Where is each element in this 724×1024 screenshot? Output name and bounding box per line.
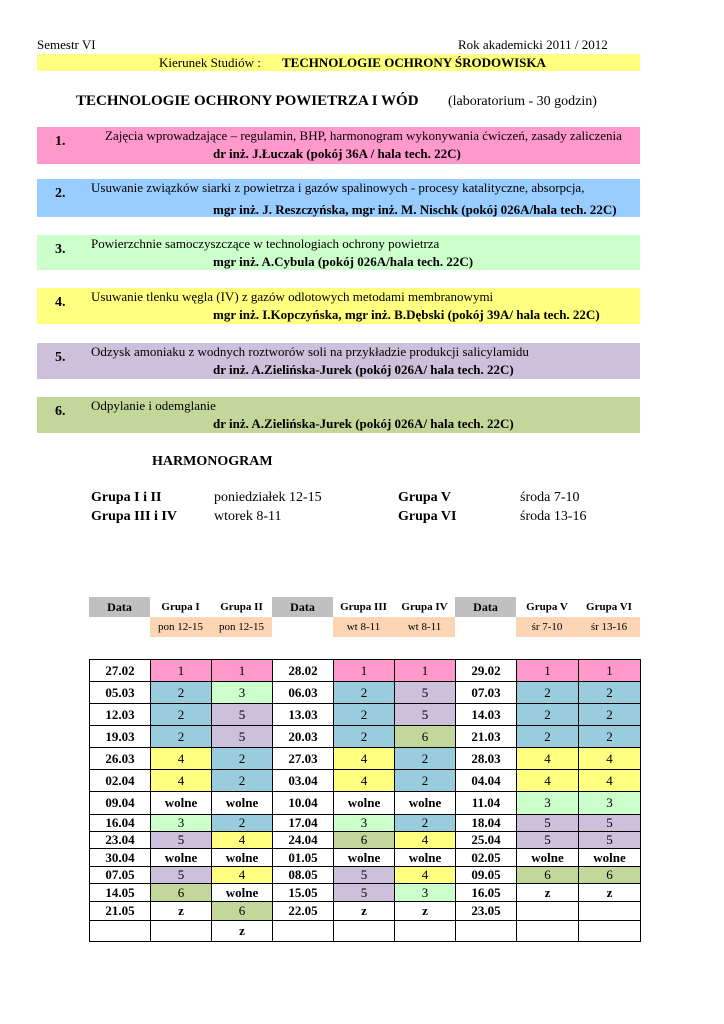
schedule-cell: z xyxy=(517,884,579,902)
schedule-cell: 2 xyxy=(395,748,456,770)
schedule-cell: 5 xyxy=(579,832,641,849)
schedule-cell: wolne xyxy=(579,849,641,867)
course-subtitle: (laboratorium - 30 godzin) xyxy=(448,94,597,109)
schedule-cell: 2 xyxy=(517,682,579,704)
schedule-date: 27.02 xyxy=(90,660,151,682)
schedule-cell: 1 xyxy=(517,660,579,682)
schedule-date: 11.04 xyxy=(456,792,517,815)
legend-group: Grupa VI xyxy=(586,601,632,613)
legend-group: Grupa V xyxy=(526,601,568,613)
schedule-cell: 2 xyxy=(334,726,395,748)
schedule-date: 28.03 xyxy=(456,748,517,770)
schedule-date: 26.03 xyxy=(90,748,151,770)
group-name: Grupa V xyxy=(398,490,452,505)
schedule-cell: 6 xyxy=(579,867,641,884)
schedule-date: 04.04 xyxy=(456,770,517,792)
harmonogram-title: HARMONOGRAM xyxy=(152,454,273,469)
schedule-date: 16.05 xyxy=(456,884,517,902)
schedule-date: 23.05 xyxy=(456,902,517,921)
schedule-cell: 2 xyxy=(334,682,395,704)
schedule-date: 10.04 xyxy=(273,792,334,815)
schedule-date xyxy=(456,921,517,942)
schedule-cell: 1 xyxy=(151,660,212,682)
schedule-cell: z xyxy=(579,884,641,902)
schedule-cell: 5 xyxy=(334,884,395,902)
legend-data-header: Data xyxy=(89,597,150,617)
schedule-cell: 6 xyxy=(517,867,579,884)
schedule-date: 30.04 xyxy=(90,849,151,867)
schedule-cell: wolne xyxy=(517,849,579,867)
schedule-date: 07.05 xyxy=(90,867,151,884)
schedule-date: 25.04 xyxy=(456,832,517,849)
academic-year: Rok akademicki 2011 / 2012 xyxy=(458,37,608,52)
schedule-cell xyxy=(151,921,212,942)
schedule-cell: 2 xyxy=(395,815,456,832)
field-of-study-bar xyxy=(37,54,640,71)
legend-empty xyxy=(89,617,150,637)
schedule-date: 29.02 xyxy=(456,660,517,682)
schedule-date: 21.05 xyxy=(90,902,151,921)
schedule-cell: 4 xyxy=(334,748,395,770)
schedule-date xyxy=(273,921,334,942)
schedule-cell xyxy=(579,921,641,942)
topic-title: Odzysk amoniaku z wodnych roztworów soli na przykładzie produkcji salicylamidu xyxy=(91,344,529,359)
schedule-cell: 4 xyxy=(395,867,456,884)
schedule-row xyxy=(90,815,641,832)
schedule-cell: 2 xyxy=(579,704,641,726)
schedule-table xyxy=(89,659,641,942)
group-time: środa 13-16 xyxy=(520,509,587,524)
topic-number: 6. xyxy=(55,404,66,419)
topic-title: Usuwanie tlenku węgla (IV) z gazów odlotowych metodami membranowymi xyxy=(91,289,494,304)
schedule-cell: 4 xyxy=(212,867,273,884)
topic-5 xyxy=(37,343,640,379)
topic-instructor: dr inż. A.Zielińska-Jurek (pokój 026A/ hala tech. 22C) xyxy=(213,362,514,377)
schedule-cell: wolne xyxy=(151,849,212,867)
schedule-cell: wolne xyxy=(212,884,273,902)
schedule-row xyxy=(90,682,641,704)
schedule-cell: 3 xyxy=(334,815,395,832)
schedule-row xyxy=(90,770,641,792)
schedule-cell: 5 xyxy=(517,832,579,849)
schedule-cell: 4 xyxy=(517,770,579,792)
schedule-cell: 2 xyxy=(579,726,641,748)
schedule-cell xyxy=(517,921,579,942)
schedule-cell: 4 xyxy=(212,832,273,849)
topic-title: Usuwanie związków siarki z powietrza i gazów spalinowych - procesy katalityczne, absorpcja, xyxy=(91,180,585,195)
schedule-cell: 2 xyxy=(517,726,579,748)
group-time: poniedziałek 12-15 xyxy=(214,490,322,505)
schedule-cell: 4 xyxy=(395,832,456,849)
schedule-date: 14.05 xyxy=(90,884,151,902)
schedule-cell: 2 xyxy=(151,704,212,726)
legend-time: pon 12-15 xyxy=(150,617,211,637)
schedule-cell: wolne xyxy=(212,849,273,867)
topic-number: 5. xyxy=(55,350,66,365)
schedule-cell: 2 xyxy=(334,704,395,726)
schedule-row xyxy=(90,660,641,682)
group-name: Grupa I i II xyxy=(91,490,162,505)
schedule-date: 20.03 xyxy=(273,726,334,748)
schedule-row xyxy=(90,867,641,884)
schedule-cell: 1 xyxy=(579,660,641,682)
schedule-date: 16.04 xyxy=(90,815,151,832)
group-time: wtorek 8-11 xyxy=(214,509,282,524)
field-of-study-value: TECHNOLOGIE OCHRONY ŚRODOWISKA xyxy=(282,55,546,70)
schedule-cell: 4 xyxy=(579,770,641,792)
group-name: Grupa VI xyxy=(398,509,457,524)
schedule-row xyxy=(90,726,641,748)
schedule-cell: 6 xyxy=(151,884,212,902)
topic-title: Zajęcia wprowadzające – regulamin, BHP, harmonogram wykonywania ćwiczeń, zasady zaliczenia xyxy=(105,128,622,143)
schedule-cell: 2 xyxy=(212,748,273,770)
schedule-row xyxy=(90,902,641,921)
schedule-cell: 4 xyxy=(517,748,579,770)
schedule-date: 05.03 xyxy=(90,682,151,704)
schedule-cell: 6 xyxy=(334,832,395,849)
legend-empty xyxy=(272,617,333,637)
topic-instructor: dr inż. A.Zielińska-Jurek (pokój 026A/ hala tech. 22C) xyxy=(213,416,514,431)
topic-instructor: dr inż. J.Łuczak (pokój 36A / hala tech. 22C) xyxy=(213,146,461,161)
schedule-cell: 5 xyxy=(517,815,579,832)
schedule-date: 18.04 xyxy=(456,815,517,832)
schedule-date: 07.03 xyxy=(456,682,517,704)
schedule-cell: 6 xyxy=(395,726,456,748)
schedule-date: 09.05 xyxy=(456,867,517,884)
schedule-row xyxy=(90,832,641,849)
schedule-row xyxy=(90,792,641,815)
topic-instructor: mgr inż. I.Kopczyńska, mgr inż. B.Dębski (pokój 39A/ hala tech. 22C) xyxy=(213,307,600,322)
schedule-cell: 2 xyxy=(517,704,579,726)
schedule-cell: wolne xyxy=(334,792,395,815)
schedule-cell: 6 xyxy=(212,902,273,921)
schedule-cell: z xyxy=(395,902,456,921)
legend-empty xyxy=(455,617,516,637)
schedule-cell: 5 xyxy=(579,815,641,832)
schedule-cell: 5 xyxy=(212,726,273,748)
schedule-cell: 2 xyxy=(212,815,273,832)
legend-header-row xyxy=(89,597,640,617)
topic-title: Powierzchnie samoczyszczące w technologiach ochrony powietrza xyxy=(91,236,440,251)
schedule-cell: wolne xyxy=(395,849,456,867)
schedule-cell: z xyxy=(151,902,212,921)
topic-instructor: mgr inż. J. Reszczyńska, mgr inż. M. Nischk (pokój 026A/hala tech. 22C) xyxy=(213,202,617,217)
schedule-cell: wolne xyxy=(151,792,212,815)
legend-group: Grupa I xyxy=(161,601,200,613)
schedule-cell: wolne xyxy=(334,849,395,867)
legend-group: Grupa III xyxy=(340,601,387,613)
legend-group: Grupa IV xyxy=(401,601,448,613)
topic-number: 1. xyxy=(55,134,66,149)
schedule-cell: z xyxy=(212,921,273,942)
legend-time: śr 7-10 xyxy=(516,617,578,637)
schedule-row xyxy=(90,849,641,867)
schedule-cell: 5 xyxy=(151,832,212,849)
schedule-cell: 2 xyxy=(151,682,212,704)
legend-time: śr 13-16 xyxy=(578,617,640,637)
schedule-cell: 5 xyxy=(395,704,456,726)
schedule-date: 02.04 xyxy=(90,770,151,792)
schedule-date: 13.03 xyxy=(273,704,334,726)
topic-title: Odpylanie i odemglanie xyxy=(91,398,216,413)
schedule-date xyxy=(90,921,151,942)
topic-instructor: mgr inż. A.Cybula (pokój 026A/hala tech. 22C) xyxy=(213,254,474,269)
schedule-cell: 5 xyxy=(212,704,273,726)
legend-data-header: Data xyxy=(272,597,333,617)
schedule-date: 21.03 xyxy=(456,726,517,748)
schedule-date: 02.05 xyxy=(456,849,517,867)
legend-time: pon 12-15 xyxy=(211,617,272,637)
schedule-cell: 2 xyxy=(395,770,456,792)
legend-group: Grupa II xyxy=(220,601,263,613)
topic-2 xyxy=(37,179,640,217)
schedule-date: 27.03 xyxy=(273,748,334,770)
schedule-cell: 4 xyxy=(151,748,212,770)
schedule-date: 22.05 xyxy=(273,902,334,921)
schedule-cell: 1 xyxy=(212,660,273,682)
topic-1 xyxy=(37,127,640,164)
legend-time-row xyxy=(89,617,640,637)
semester-label: Semestr VI xyxy=(37,37,96,52)
field-of-study-label: Kierunek Studiów : xyxy=(159,55,261,70)
schedule-date: 06.03 xyxy=(273,682,334,704)
schedule-cell: 3 xyxy=(579,792,641,815)
topic-6 xyxy=(37,397,640,433)
schedule-cell: 2 xyxy=(579,682,641,704)
schedule-date: 15.05 xyxy=(273,884,334,902)
schedule-cell: 1 xyxy=(395,660,456,682)
topic-number: 3. xyxy=(55,242,66,257)
group-name: Grupa III i IV xyxy=(91,509,177,524)
schedule-date: 09.04 xyxy=(90,792,151,815)
legend-time: wt 8-11 xyxy=(394,617,455,637)
schedule-cell: wolne xyxy=(395,792,456,815)
schedule-cell: 4 xyxy=(579,748,641,770)
schedule-cell: wolne xyxy=(212,792,273,815)
schedule-row xyxy=(90,704,641,726)
topic-number: 2. xyxy=(55,186,66,201)
topic-4 xyxy=(37,288,640,324)
schedule-row xyxy=(90,748,641,770)
schedule-cell: 1 xyxy=(334,660,395,682)
schedule-cell xyxy=(395,921,456,942)
schedule-date: 12.03 xyxy=(90,704,151,726)
schedule-cell xyxy=(334,921,395,942)
schedule-cell: 4 xyxy=(334,770,395,792)
schedule-row xyxy=(90,921,641,942)
schedule-date: 24.04 xyxy=(273,832,334,849)
schedule-cell: 3 xyxy=(517,792,579,815)
schedule-row xyxy=(90,884,641,902)
schedule-date: 19.03 xyxy=(90,726,151,748)
legend-data-header: Data xyxy=(455,597,516,617)
schedule-cell: 2 xyxy=(151,726,212,748)
schedule-cell: 2 xyxy=(212,770,273,792)
schedule-date: 23.04 xyxy=(90,832,151,849)
schedule-cell: 5 xyxy=(151,867,212,884)
schedule-date: 14.03 xyxy=(456,704,517,726)
legend-time: wt 8-11 xyxy=(333,617,394,637)
schedule-date: 08.05 xyxy=(273,867,334,884)
topic-3 xyxy=(37,235,640,270)
course-title: TECHNOLOGIE OCHRONY POWIETRZA I WÓD xyxy=(76,93,419,109)
schedule-legend xyxy=(89,597,640,637)
schedule-cell: 5 xyxy=(395,682,456,704)
topic-number: 4. xyxy=(55,295,66,310)
schedule-cell: 4 xyxy=(151,770,212,792)
schedule-date: 17.04 xyxy=(273,815,334,832)
schedule-cell: z xyxy=(334,902,395,921)
schedule-cell xyxy=(579,902,641,921)
schedule-cell: 3 xyxy=(395,884,456,902)
group-time: środa 7-10 xyxy=(520,490,580,505)
schedule-cell: 3 xyxy=(212,682,273,704)
schedule-cell: 3 xyxy=(151,815,212,832)
schedule-cell xyxy=(517,902,579,921)
schedule-cell: 5 xyxy=(334,867,395,884)
schedule-date: 28.02 xyxy=(273,660,334,682)
schedule-date: 03.04 xyxy=(273,770,334,792)
schedule-date: 01.05 xyxy=(273,849,334,867)
